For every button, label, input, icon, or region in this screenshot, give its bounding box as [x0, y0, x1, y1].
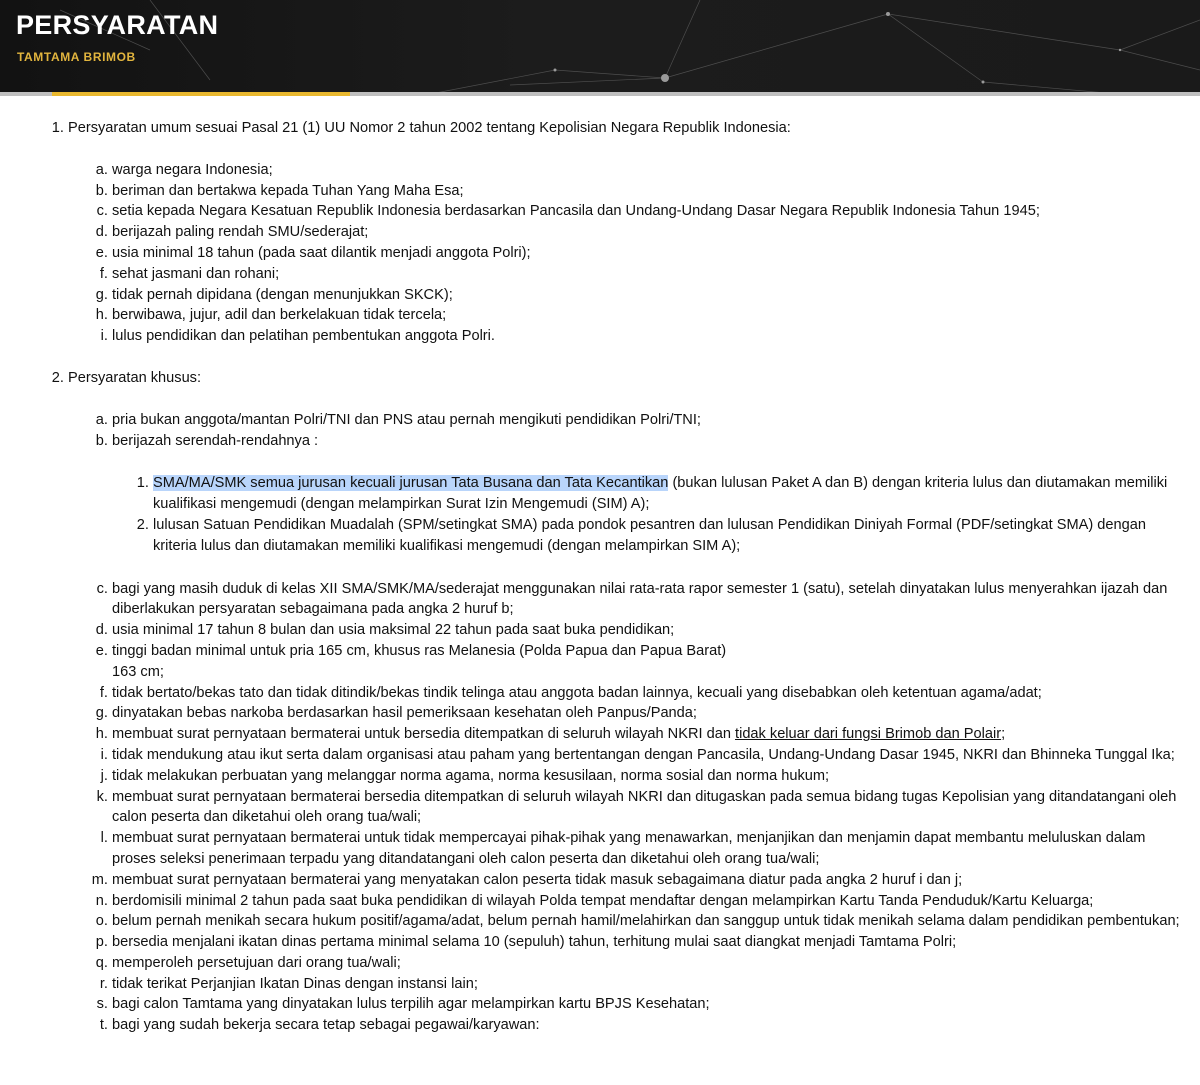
- highlighted-text[interactable]: SMA/MA/SMK semua jurusan kecuali jurusan Tata Busana dan Tata Kecantikan: [153, 475, 669, 492]
- section-heading: 2. Persyaratan khusus:: [68, 369, 202, 386]
- list-item: l. membuat surat pernyataan bermaterai untuk tidak mempercayai pihak-pihak yang menawarkan, menjanjikan dan menjamin dapat membantu meluluskan dalam proses seleksi penerimaan terpadu yang ditandatangani oleh calon peserta dan diketahui oleh orang tua/wali;: [112, 828, 1180, 870]
- requirements-content: [0, 118, 1200, 1036]
- list-item: n. berdomisili minimal 2 tahun pada saat buka pendidikan di wilayah Polda tempat mendaftar dengan melampirkan Kartu Tanda Penduduk/Kartu Keluarga;: [112, 891, 1180, 912]
- list-item-text: membuat surat pernyataan bermaterai untuk bersedia ditempatkan di seluruh wilayah NKRI dan: [112, 726, 736, 743]
- list-item: f. sehat jasmani dan rohani;: [112, 264, 1180, 285]
- section-heading: 1. Persyaratan umum sesuai Pasal 21 (1) UU Nomor 2 tahun 2002 tentang Kepolisian Negara Republik Indonesia:: [68, 120, 791, 136]
- page-header: [0, 0, 1200, 96]
- list-item: a. pria bukan anggota/mantan Polri/TNI dan PNS atau pernah mengikuti pendidikan Polri/TNI;: [112, 410, 1180, 431]
- list-item: [112, 724, 1180, 745]
- list-item: t. bagi yang sudah bekerja secara tetap sebagai pegawai/karyawan:: [112, 1015, 1180, 1036]
- list-item: m. membuat surat pernyataan bermaterai yang menyatakan calon peserta tidak masuk sebagaimana diatur pada angka 2 huruf i dan j;: [112, 870, 1180, 891]
- list-item-text: 163 cm;: [112, 663, 164, 680]
- requirements-list: [0, 118, 1200, 1036]
- list-item: [112, 431, 1180, 579]
- education-sublist: [112, 473, 1180, 556]
- list-item: h. berwibawa, jujur, adil dan berkelakuan tidak tercela;: [112, 305, 1180, 326]
- underlined-text: tidak keluar dari fungsi Brimob dan Polair: [735, 726, 1002, 743]
- list-item: i. lulus pendidikan dan pelatihan pembentukan anggota Polri.: [112, 326, 1180, 347]
- page-title: PERSYARATAN: [16, 10, 219, 40]
- special-requirements-list: [68, 410, 1180, 1036]
- list-item: o. belum pernah menikah secara hukum positif/agama/adat, belum pernah hamil/melahirkan dan sanggup untuk tidak menikah selama dalam pendidikan pembentukan;: [112, 911, 1180, 932]
- list-item: d. usia minimal 17 tahun 8 bulan dan usia maksimal 22 tahun pada saat buka pendidikan;: [112, 620, 1180, 641]
- list-item: c. bagi yang masih duduk di kelas XII SMA/SMK/MA/sederajat menggunakan nilai rata-rata rapor semester 1 (satu), setelah dinyatakan lulus menyerahkan ijazah dan diberlakukan persyaratan sebagaimana pada angka 2 huruf b;: [112, 579, 1180, 621]
- list-item: r. tidak terikat Perjanjian Ikatan Dinas dengan instansi lain;: [112, 974, 1180, 995]
- general-requirements: [68, 118, 1200, 368]
- sub-list-item-text: (bukan lulusan Paket A dan B) dengan kriteria lulus dan diutamakan memiliki kualifikasi mengemudi (dengan melampirkan Surat Izin Mengemudi (SIM) A);: [153, 475, 1168, 513]
- list-item: j. tidak melakukan perbuatan yang melanggar norma agama, norma kesusilaan, norma sosial dan norma hukum;: [112, 766, 1180, 787]
- sub-list-item: 2. lulusan Satuan Pendidikan Muadalah (SPM/setingkat SMA) pada pondok pesantren dan lulusan Pendidikan Diniyah Formal (PDF/setingkat SMA) dengan kriteria lulus dan diutamakan memiliki kualifikasi mengemudi (dengan melampirkan SIM A);: [153, 515, 1180, 557]
- list-item: [112, 641, 1180, 683]
- list-item: q. memperoleh persetujuan dari orang tua/wali;: [112, 953, 1180, 974]
- list-item: c. setia kepada Negara Kesatuan Republik Indonesia berdasarkan Pancasila dan Undang-Undang Dasar Negara Republik Indonesia Tahun 1945;: [112, 201, 1180, 222]
- list-item: d. berijazah paling rendah SMU/sederajat;: [112, 222, 1180, 243]
- list-item: k. membuat surat pernyataan bermaterai bersedia ditempatkan di seluruh wilayah NKRI dan ditugaskan pada semua bidang tugas Kepolisian yang ditandatangani oleh calon peserta dan diketahui oleh orang tua/wali;: [112, 787, 1180, 829]
- sub-list-item: [153, 473, 1180, 515]
- page-subtitle: TAMTAMA BRIMOB: [17, 50, 136, 64]
- list-item: s. bagi calon Tamtama yang dinyatakan lulus terpilih agar melampirkan kartu BPJS Kesehatan;: [112, 994, 1180, 1015]
- list-item: g. dinyatakan bebas narkoba berdasarkan hasil pemeriksaan kesehatan oleh Panpus/Panda;: [112, 703, 1180, 724]
- list-item: p. bersedia menjalani ikatan dinas pertama minimal selama 10 (sepuluh) tahun, terhitung mulai saat diangkat menjadi Tamtama Polri;: [112, 932, 1180, 953]
- list-item-text: berijazah serendah-rendahnya :: [112, 432, 319, 449]
- list-item: i. tidak mendukung atau ikut serta dalam organisasi atau paham yang bertentangan dengan Pancasila, Undang-Undang Dasar 1945, NKRI dan Bhinneka Tunggal Ika;: [112, 745, 1180, 766]
- list-item: g. tidak pernah dipidana (dengan menunjukkan SKCK);: [112, 285, 1180, 306]
- list-item: b. beriman dan bertakwa kepada Tuhan Yang Maha Esa;: [112, 181, 1180, 202]
- special-requirements: [68, 368, 1200, 1036]
- general-requirements-list: [68, 160, 1180, 347]
- list-item: f. tidak bertato/bekas tato dan tidak ditindik/bekas tindik telinga atau anggota badan lainnya, kecuali yang disebabkan oleh ketentuan agama/adat;: [112, 683, 1180, 704]
- list-item: e. usia minimal 18 tahun (pada saat dilantik menjadi anggota Polri);: [112, 243, 1180, 264]
- list-item-text: ;: [1001, 726, 1006, 743]
- list-item-text: tinggi badan minimal untuk pria 165 cm, khusus ras Melanesia (Polda Papua dan Papua Barat): [112, 642, 727, 659]
- header-accent-bar: [52, 92, 350, 96]
- list-item: a. warga negara Indonesia;: [112, 160, 1180, 181]
